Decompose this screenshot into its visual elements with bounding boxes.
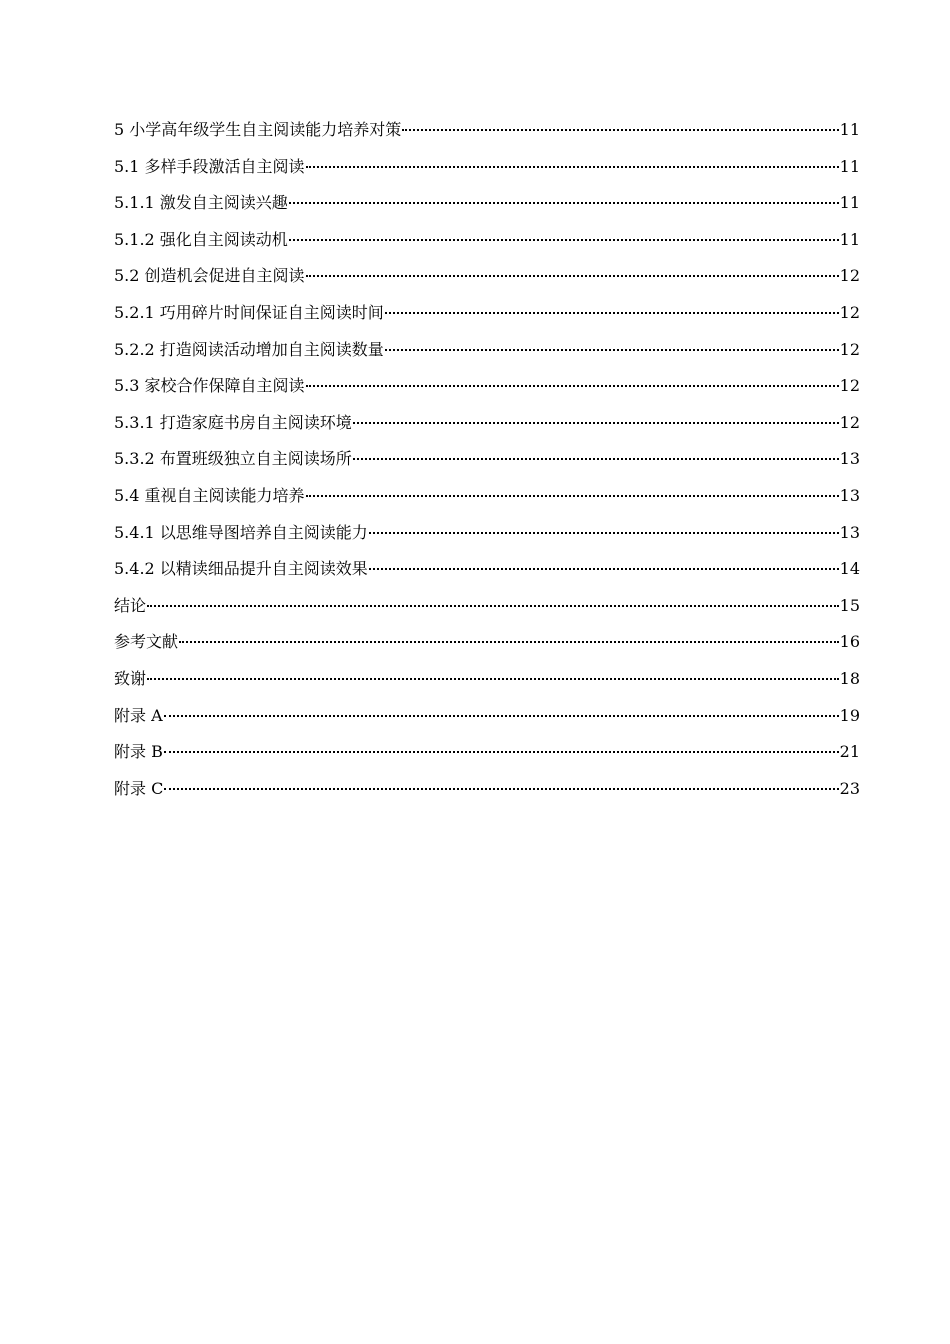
toc-dot-leader [179, 625, 839, 643]
toc-entry-page: 23 [839, 778, 860, 798]
toc-entry-page: 16 [839, 632, 860, 652]
toc-entry-page: 12 [839, 412, 860, 432]
toc-entry-page: 11 [839, 193, 860, 213]
toc-dot-leader [385, 296, 839, 314]
toc-dot-leader [147, 662, 839, 680]
toc-entry-page: 13 [839, 485, 860, 505]
toc-dot-leader [306, 479, 839, 497]
toc-dot-leader [402, 113, 838, 131]
toc-entry[interactable] [114, 698, 860, 735]
toc-entry-title: 5.1.1 激发自主阅读兴趣 [114, 193, 288, 213]
toc-entry-page: 19 [839, 705, 860, 725]
toc-entry-title: 附录 B [114, 742, 163, 762]
toc-entry-title: 5.1 多样手段激活自主阅读 [114, 156, 305, 176]
toc-entry-title: 5.3.1 打造家庭书房自主阅读环境 [114, 412, 352, 432]
toc-entry[interactable] [114, 295, 860, 332]
toc-entry[interactable] [114, 368, 860, 405]
toc-entry-page: 11 [839, 120, 860, 139]
toc-entry[interactable] [114, 624, 860, 661]
toc-entry[interactable] [114, 405, 860, 442]
toc-dot-leader [164, 772, 838, 790]
toc-entry-page: 18 [839, 668, 860, 688]
toc-entry[interactable] [114, 478, 860, 515]
toc-dot-leader [353, 406, 839, 424]
toc-entry-title: 附录 C [114, 778, 164, 798]
toc-entry[interactable] [114, 441, 860, 478]
toc-entry-page: 11 [839, 156, 860, 176]
toc-entry-page: 12 [839, 266, 860, 286]
toc-dot-leader [164, 735, 839, 753]
toc-dot-leader [369, 552, 839, 570]
toc-entry[interactable] [114, 332, 860, 369]
toc-entry[interactable] [114, 588, 860, 625]
toc-entry[interactable] [114, 222, 860, 259]
toc-entry[interactable] [114, 185, 860, 222]
toc-entry-title: 5.2.2 打造阅读活动增加自主阅读数量 [114, 339, 384, 359]
toc-entry[interactable] [114, 771, 860, 808]
toc-entry-title: 5.4 重视自主阅读能力培养 [114, 485, 305, 505]
toc-entry[interactable] [114, 551, 860, 588]
toc-entry[interactable] [114, 661, 860, 698]
toc-entry-page: 13 [839, 522, 860, 542]
toc-entry-title: 5.4.1 以思维导图培养自主阅读能力 [114, 522, 368, 542]
toc-entry-page: 14 [839, 559, 860, 579]
toc-entry-page: 13 [839, 449, 860, 469]
toc-entry-page: 12 [839, 339, 860, 359]
table-of-contents [114, 112, 860, 807]
toc-entry[interactable] [114, 734, 860, 771]
toc-entry-page: 12 [839, 302, 860, 322]
toc-entry-title: 5.3.2 布置班级独立自主阅读场所 [114, 449, 352, 469]
toc-entry-page: 15 [839, 595, 860, 615]
toc-entry[interactable] [114, 258, 860, 295]
toc-entry-page: 21 [839, 742, 860, 762]
toc-entry[interactable] [114, 149, 860, 186]
toc-entry-title: 附录 A [114, 705, 163, 725]
toc-entry-page: 11 [839, 229, 860, 249]
toc-dot-leader [369, 516, 839, 534]
toc-dot-leader [289, 223, 839, 241]
toc-entry-title: 5.1.2 强化自主阅读动机 [114, 229, 288, 249]
toc-dot-leader [289, 186, 839, 204]
toc-entry-title: 致谢 [114, 668, 147, 688]
toc-entry[interactable] [114, 515, 860, 552]
toc-dot-leader [147, 589, 839, 607]
toc-entry[interactable] [114, 112, 860, 149]
toc-dot-leader [385, 333, 839, 351]
toc-entry-title: 5 小学高年级学生自主阅读能力培养对策 [114, 120, 402, 139]
toc-dot-leader [306, 259, 839, 277]
toc-dot-leader [164, 699, 839, 717]
toc-entry-title: 5.3 家校合作保障自主阅读 [114, 376, 305, 396]
toc-entry-page: 12 [839, 376, 860, 396]
toc-entry-title: 参考文献 [114, 632, 179, 652]
toc-dot-leader [306, 369, 839, 387]
toc-entry-title: 5.2 创造机会促进自主阅读 [114, 266, 305, 286]
toc-entry-title: 5.2.1 巧用碎片时间保证自主阅读时间 [114, 302, 384, 322]
toc-dot-leader [306, 150, 839, 168]
toc-entry-title: 结论 [114, 595, 147, 615]
toc-entry-title: 5.4.2 以精读细品提升自主阅读效果 [114, 559, 368, 579]
toc-dot-leader [353, 442, 839, 460]
